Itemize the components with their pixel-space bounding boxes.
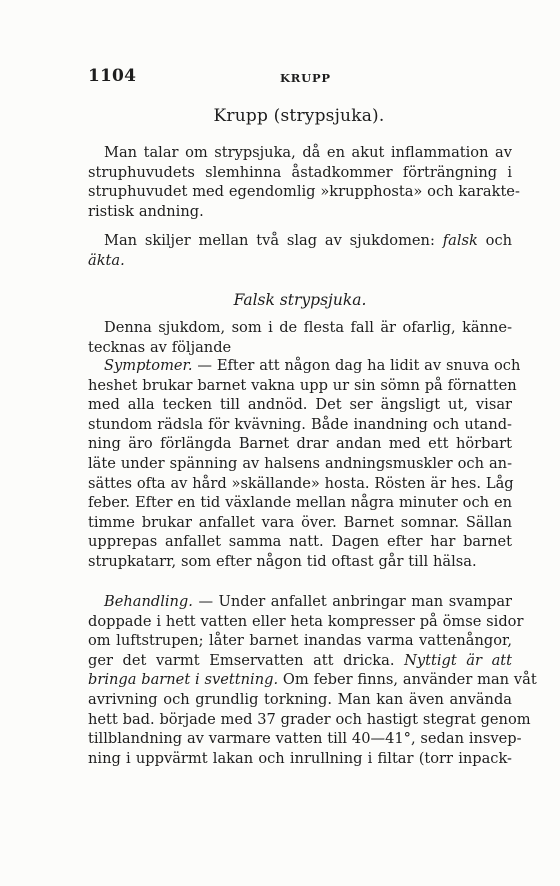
text-line	[88, 651, 512, 671]
text-line: upprepas anfallet samma natt. Dagen efter har barnet	[88, 533, 512, 551]
text-line: tillblandning av varmare vatten till 40—41°, sedan insvep-	[88, 730, 522, 748]
page-number: 1104	[88, 66, 137, 86]
text-line: med alla tecken till andnöd. Det ser ängsligt ut, visar	[88, 396, 512, 414]
text-line: feber. Efter en tid växlande mellan några minuter och en	[88, 494, 512, 512]
treatment-useful2-rest: Om feber finns, använder man våt	[282, 671, 537, 689]
treatment-first-line: — Under anfallet anbringar man svampar	[198, 593, 512, 610]
symptoms-label: Symptomer.	[104, 357, 193, 374]
text-line: ristisk andning.	[88, 202, 204, 220]
text-line: heshet brukar barnet vakna upp ur sin sömn på förnatten	[88, 376, 517, 394]
text-line	[88, 592, 512, 612]
text-line: timme brukar anfallet vara över. Barnet somnar. Sällan	[88, 513, 512, 531]
text-line: hett bad. började med 37 grader och hastigt stegrat genom	[88, 710, 531, 728]
treatment-useful-start: ger det varmt Emservatten att dricka.	[88, 651, 395, 669]
paragraph-treatment	[88, 592, 537, 768]
treatment-label: Behandling.	[104, 593, 193, 610]
running-head: KRUPP	[280, 71, 331, 85]
text-line: sättes ofta av hård »skällande» hosta. Rösten är hes. Låg	[88, 474, 514, 492]
text-line: struphuvudets slemhinna åstadkommer förträngning i	[88, 163, 512, 181]
treatment-useful-italic: Nyttigt är att	[404, 651, 513, 669]
text-line	[88, 231, 512, 251]
text-line: läte under spänning av halsens andningsmuskler och an-	[88, 454, 512, 472]
text-line: om luftstrupen; låter barnet inandas varma vattenångor,	[88, 632, 512, 650]
paragraph-falsk-intro	[88, 318, 512, 357]
paragraph-intro	[88, 143, 520, 221]
text-line: ning äro förlängda Barnet drar andan med ett hörbart	[88, 435, 512, 453]
kinds-och: och	[485, 232, 513, 249]
paragraph-symptoms	[88, 356, 521, 572]
kinds-akta: äkta.	[88, 251, 125, 269]
text-line: tecknas av följande	[88, 338, 232, 356]
text-line: doppade i hett vatten eller heta kompresser på ömse sidor	[88, 612, 524, 630]
text-line: stundom rädsla för kvävning. Både inandning och utand-	[88, 415, 512, 433]
treatment-useful2-italic: bringa barnet i svettning.	[88, 671, 279, 689]
symptoms-first-line: — Efter att någon dag ha lidit av snuva och	[197, 357, 521, 374]
text-line	[88, 356, 521, 376]
kinds-falsk: falsk	[442, 232, 478, 249]
text-line: ning i uppvärmt lakan och inrullning i filtar (torr inpack-	[88, 749, 512, 767]
text-line: Denna sjukdom, som i de flesta fall är ofarlig, känne-	[104, 319, 512, 336]
text-line: avrivning och grundlig torkning. Man kan även använda	[88, 690, 512, 708]
text-line: Man talar om strypsjuka, då en akut inflammation av	[104, 144, 512, 161]
kinds-text: Man skiljer mellan två slag av sjukdomen:	[104, 232, 435, 249]
text-line	[88, 670, 537, 690]
paragraph-kinds	[88, 231, 512, 270]
section-title: Falsk strypsjuka.	[233, 291, 367, 309]
chapter-title: Krupp (strypsjuka).	[213, 106, 385, 126]
text-line: strupkatarr, som efter någon tid oftast går till hälsa.	[88, 552, 477, 570]
text-line: struphuvudet med egendomlig »krupphosta» och karakte-	[88, 183, 520, 201]
